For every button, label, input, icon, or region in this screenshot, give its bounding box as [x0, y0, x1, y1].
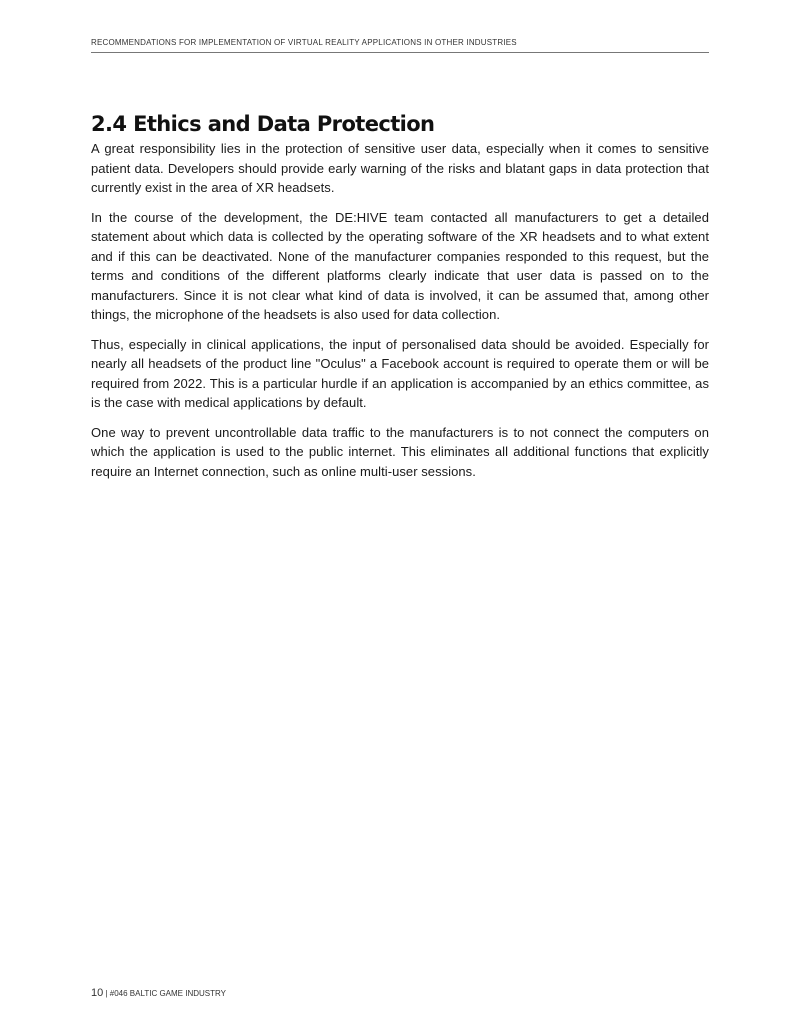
- paragraph: One way to prevent uncontrollable data traffic to the manufacturers is to not connect the computers on which the application is used to the public internet. This eliminates all additional functions that explicitly require an Internet connection, such as online multi-user sessions.: [91, 424, 709, 479]
- paragraph: In the course of the development, the DE:HIVE team contacted all manufacturers to get a detailed statement about which data is collected by the operating software of the XR headsets and to what extent and if this can be deactivated. None of the manufacturer companies responded to this request, but the terms and conditions of the different platforms clearly indicate that user data is passed on to the manufacturers. Since it is not clear what kind of data is involved, it can be assumed that, among other things, the microphone of the headsets is also used for data collection.: [91, 209, 709, 322]
- page-number: 10: [91, 987, 104, 999]
- paragraph: Thus, especially in clinical applications, the input of personalised data should be avoided. Especially for nearly all headsets of the product line "Oculus" a Facebook account is required to operate them or will be required from 2022. This is a particular hurdle if an application is accompanied by an ethics committee, as is the case with medical applications by default.: [91, 336, 709, 410]
- header-divider: [91, 52, 709, 53]
- section-content: [91, 112, 709, 491]
- footer-separator: |: [103, 989, 110, 998]
- page-footer: [91, 987, 226, 999]
- section-title: 2.4 Ethics and Data Protection: [91, 112, 435, 136]
- running-header: RECOMMENDATIONS FOR IMPLEMENTATION OF VIRTUAL REALITY APPLICATIONS IN OTHER INDUSTRIES: [91, 38, 517, 47]
- paragraph: A great responsibility lies in the protection of sensitive user data, especially when it comes to sensitive patient data. Developers should provide early warning of the risks and blatant gaps in data protection that currently exist in the area of XR headsets.: [91, 141, 709, 195]
- publication-name: #046 BALTIC GAME INDUSTRY: [109, 989, 226, 998]
